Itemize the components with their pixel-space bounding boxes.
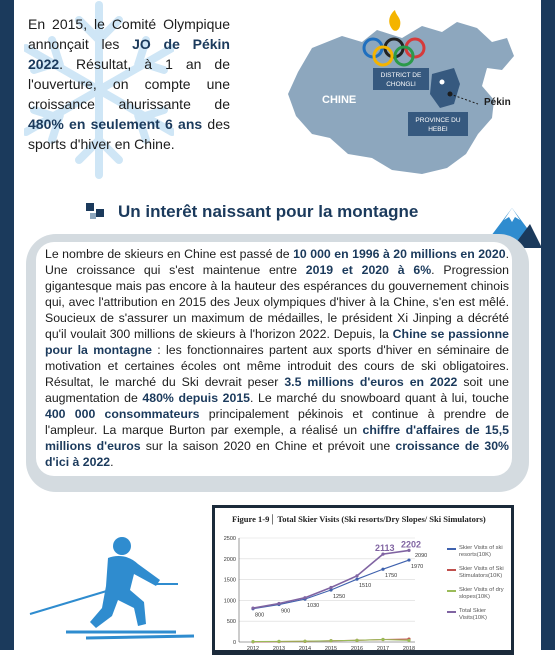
svg-text:DISTRICT DE: DISTRICT DE <box>380 72 422 79</box>
skier-icon <box>26 528 196 646</box>
section-title: Un interêt naissant pour la montagne <box>118 202 419 221</box>
left-border <box>0 0 14 650</box>
y-tick-label: 2000 <box>223 556 236 563</box>
flame-icon <box>389 10 400 31</box>
data-label: 900 <box>281 608 291 615</box>
data-label: 1250 <box>333 594 346 600</box>
x-tick-label: 2014 <box>298 646 312 650</box>
beijing-label: Pékin <box>484 97 511 108</box>
data-point <box>277 640 280 643</box>
data-point <box>355 574 358 577</box>
total-label: 2113 <box>375 543 395 554</box>
legend-item <box>447 587 509 601</box>
chongli-dot <box>440 80 445 85</box>
svg-text:CHONGLI: CHONGLI <box>386 81 416 88</box>
legend-swatch <box>447 611 456 613</box>
data-point <box>329 586 332 589</box>
x-tick-label: 2012 <box>246 646 260 650</box>
data-label: 800 <box>255 612 265 619</box>
legend-item <box>447 545 509 559</box>
y-tick-label: 0 <box>232 640 236 646</box>
data-point <box>407 558 410 561</box>
y-tick-label: 500 <box>226 619 236 626</box>
legend-item <box>447 608 509 622</box>
data-point <box>251 606 254 609</box>
data-point <box>355 578 358 581</box>
x-tick-label: 2018 <box>402 646 416 650</box>
legend-label: Skier Visits of ski resorts(10K) <box>459 545 503 558</box>
x-tick-label: 2013 <box>272 646 286 650</box>
legend-item <box>447 566 509 580</box>
map-country-label: CHINE <box>322 94 357 106</box>
data-point <box>381 638 384 641</box>
data-label: 1510 <box>359 583 372 590</box>
data-label: 2090 <box>415 553 428 560</box>
data-point <box>251 640 254 643</box>
y-tick-label: 2500 <box>223 536 236 542</box>
y-tick-label: 1500 <box>223 577 236 584</box>
data-point <box>355 639 358 642</box>
total-label: 2202 <box>401 539 422 550</box>
body-paragraph: Le nombre de skieurs en Chine est passé de 10 000 en 1996 à 20 millions en 2020. Une croissance qui s'est maintenue entre 2019 et 2020 à 6%. Progression gigantesque mais pas encore à la hauteur des espérances du gouvernement chinois qui, avec l'attribution en 2015 des Jeux olympiques d'hiver à la Chine, s'en est mêlé. Soucieux de s'assurer un maximum de médailles, le président Xi Jinping a décrété qu'il voulait 300 millions de skieurs à l'horizon 2022. Depuis, la Chine se passionne pour la montagne : les fonctionnaires partent aux sports d'hiver en séminaire de motivation et certaines écoles ont même introduit des cours de ski obligatoires. Résultat, le marché du Ski devrait peser 3.5 millions d'euros en 2022 soit une augmentation de 480% depuis 2015. Le marché du snowboard quant à lui, touche 400 000 consommateurs principalement pékinois et continue à prendre de l'ampleur. La marque Burton par exemple, a réalisé un chiffre d'affaires de 15,5 millions d'euros sur la saison 2020 en Chine et prévoit une croissance de 30% d'ici à 2022. <box>45 247 510 469</box>
x-tick-label: 2017 <box>376 646 390 650</box>
data-point <box>329 639 332 642</box>
legend-label: Total Skier Visits(10K) <box>459 608 487 621</box>
legend-swatch <box>447 590 456 592</box>
y-tick-label: 1000 <box>223 598 236 605</box>
right-border <box>541 0 555 650</box>
data-label: 1750 <box>385 573 398 580</box>
x-tick-label: 2015 <box>324 646 338 650</box>
chart-legend <box>447 545 509 629</box>
legend-swatch <box>447 569 456 571</box>
legend-label: Skier Visits of dry slopes(10K) <box>459 587 504 600</box>
data-point <box>407 639 410 642</box>
data-point <box>277 602 280 605</box>
data-point <box>303 596 306 599</box>
x-tick-label: 2016 <box>350 646 364 650</box>
series-line <box>253 560 409 609</box>
chart-title: Figure 1-9│ Total Skier Visits (Ski resorts/Dry Slopes/ Ski Simulators) <box>232 514 486 524</box>
svg-text:PROVINCE DU: PROVINCE DU <box>415 117 461 124</box>
data-point <box>381 568 384 571</box>
squares-icon <box>86 203 104 221</box>
data-point <box>303 640 306 643</box>
china-map <box>282 8 522 178</box>
legend-label: Skier Visits of Ski Stimulators(10K) <box>459 566 504 579</box>
intro-paragraph: En 2015, le Comité Olympique annonçait les JO de Pékin 2022. Résultat, à 1 an de l'ouverture, on compte une croissance ahurissante de 480% en seulement 6 ans des sports d'hiver en Chine. <box>28 16 230 152</box>
svg-text:HEBEI: HEBEI <box>428 126 448 133</box>
data-label: 1970 <box>411 564 424 571</box>
data-label: 1030 <box>307 603 320 610</box>
legend-swatch <box>447 548 456 550</box>
